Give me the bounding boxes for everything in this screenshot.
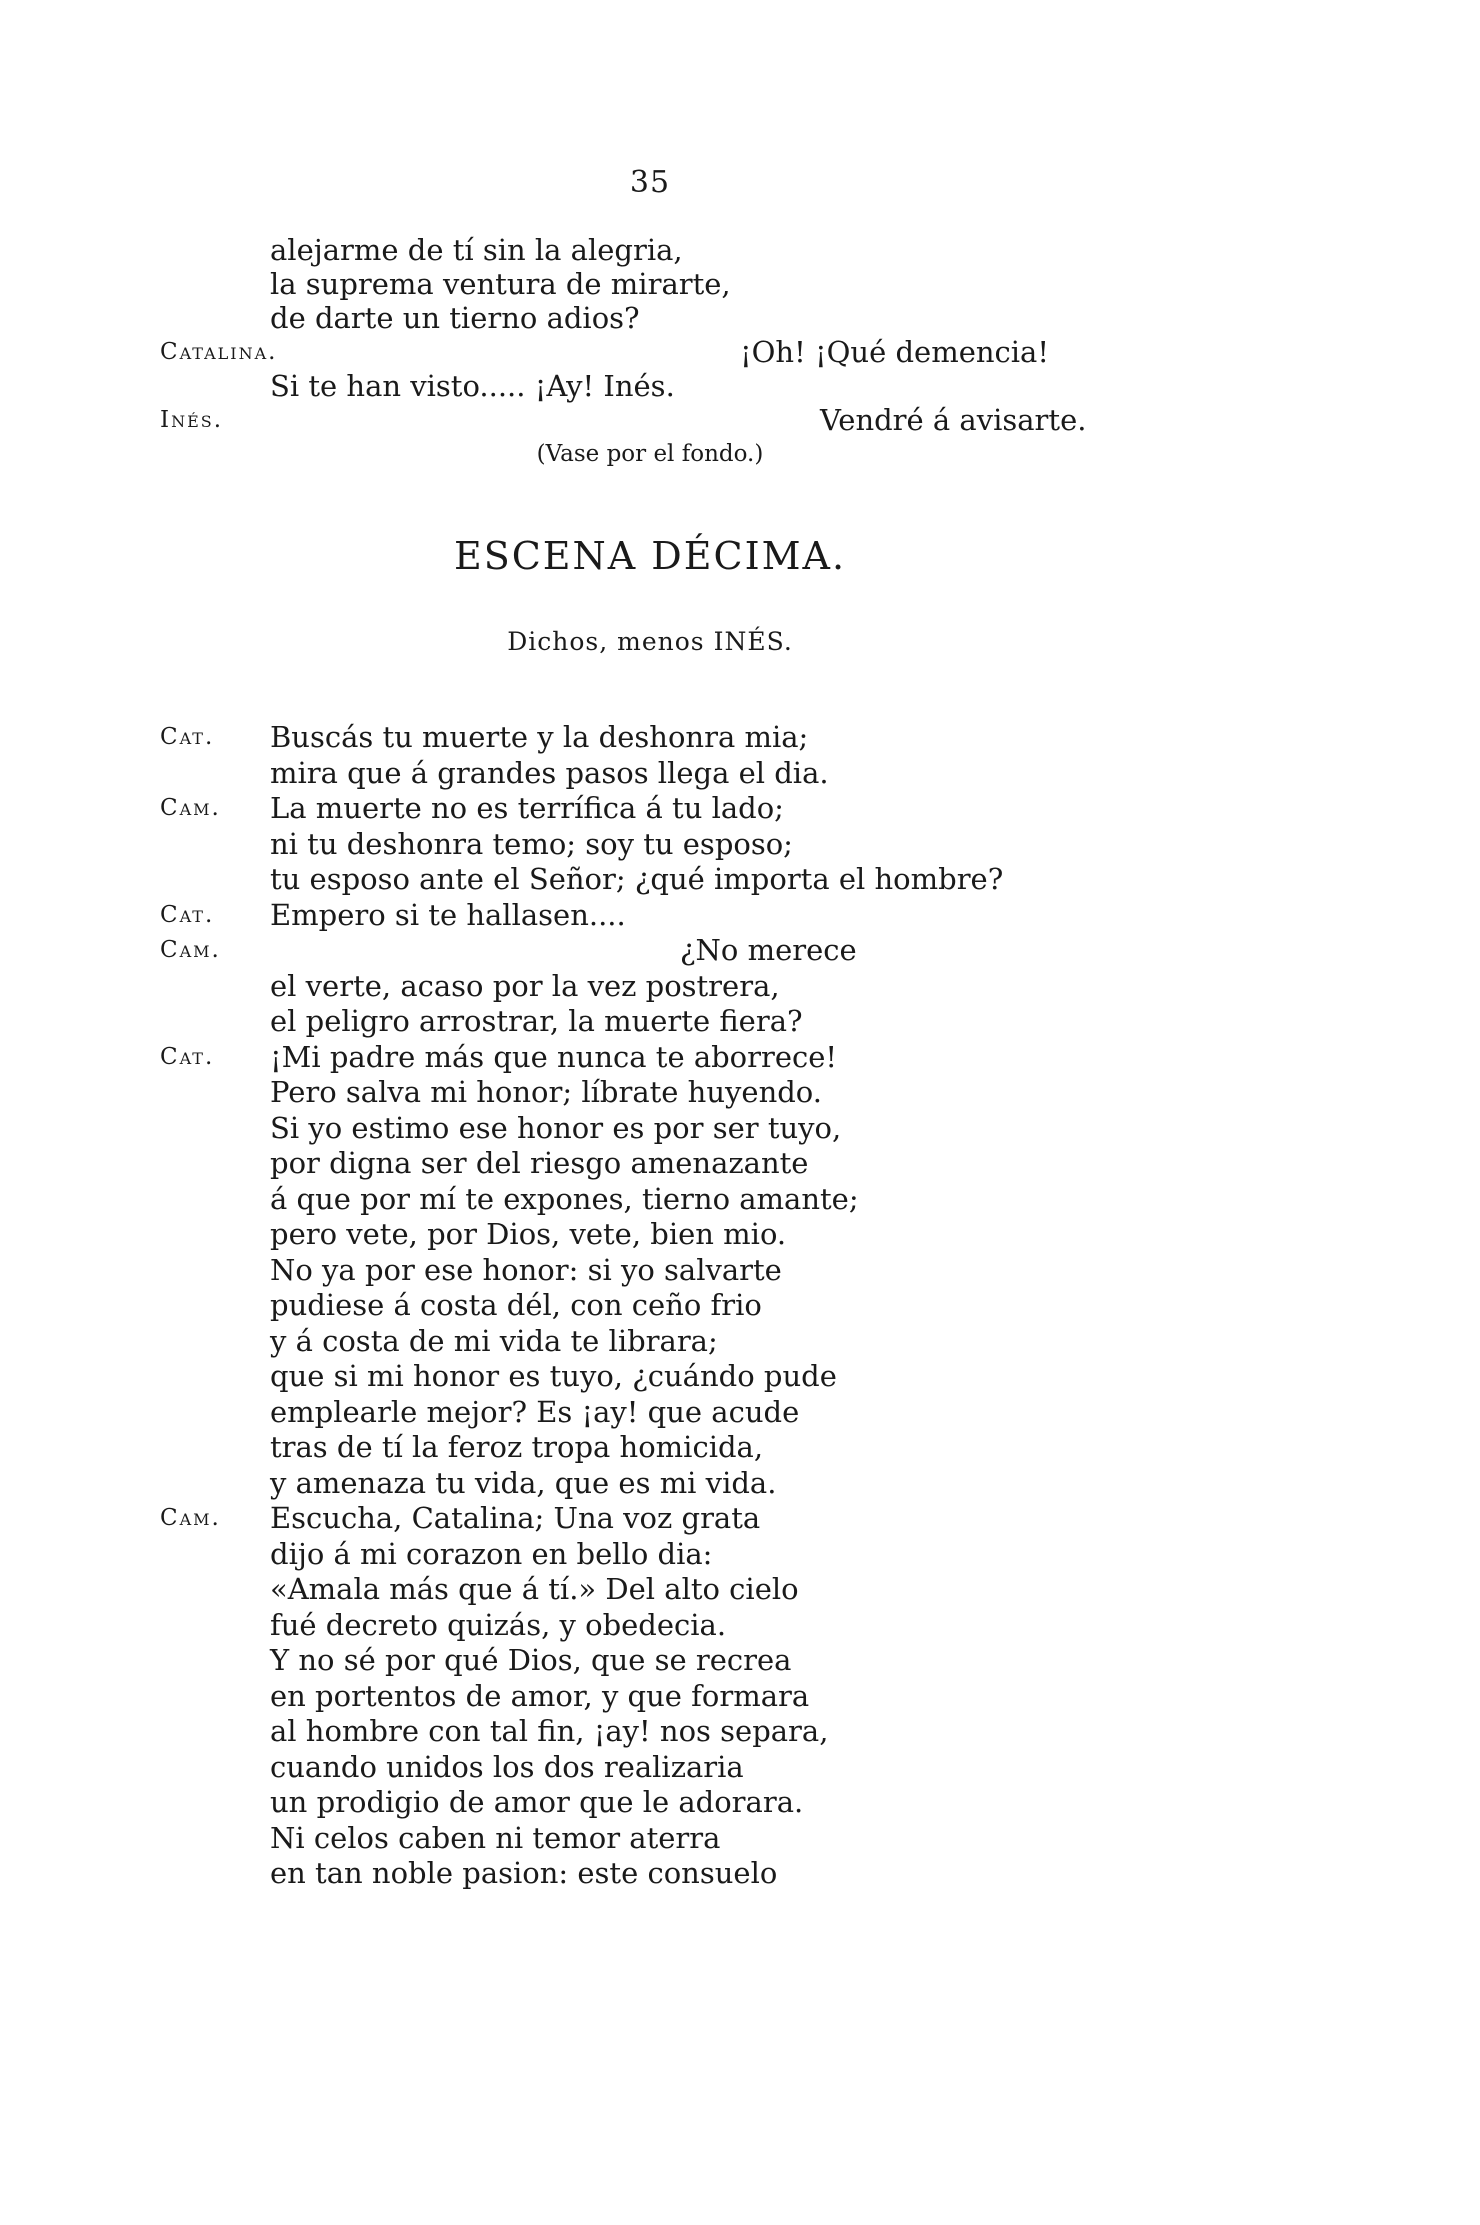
verse-line	[160, 335, 1160, 369]
verse-text: No ya por ese honor: si yo salvarte	[270, 1252, 782, 1287]
verse-text: emplearle mejor? Es ¡ay! que acude	[270, 1394, 800, 1429]
verse-text: cuando unidos los dos realizaria	[270, 1749, 744, 1784]
verse-line	[160, 756, 1160, 792]
speaker-name: Cat.	[160, 724, 215, 750]
verse-continuation: ¿No merece	[680, 933, 857, 967]
verse-text: dijo á mi corazon en bello dia:	[270, 1536, 713, 1571]
scene-title: ESCENA DÉCIMA.	[453, 534, 847, 578]
verse-line	[160, 1821, 1160, 1857]
verse-line	[160, 403, 1160, 437]
verse-line	[160, 369, 1160, 403]
verse-line	[160, 267, 1160, 301]
verse-line	[160, 862, 1160, 898]
speaker-name: Cat.	[160, 901, 215, 928]
stage-direction: (Vase por el fondo.)	[536, 441, 764, 467]
verse-line	[160, 1466, 1160, 1502]
verse-text: en tan noble pasion: este consuelo	[270, 1856, 778, 1890]
verse-line	[160, 1040, 1160, 1076]
verse-line	[160, 233, 1160, 267]
verse-line	[160, 1146, 1160, 1182]
verse-text: la suprema ventura de mirarte,	[270, 267, 731, 301]
verse-line	[160, 1501, 1160, 1537]
verse-line	[160, 969, 1160, 1005]
verse-text: Pero salva mi honor; líbrate huyendo.	[270, 1075, 822, 1109]
verse-text: fué decreto quizás, y obedecia.	[270, 1607, 727, 1642]
top-verse-block	[160, 233, 1160, 437]
verse-line	[160, 1785, 1160, 1821]
verse-line	[160, 1075, 1160, 1111]
verse-line	[160, 898, 1160, 934]
scene-characters: Dichos, menos INÉS.	[507, 627, 793, 656]
verse-line	[160, 1679, 1160, 1715]
verse-line	[160, 827, 1160, 863]
verse-line	[160, 933, 1160, 969]
verse-text: pudiese á costa dél, con ceño frio	[270, 1288, 762, 1322]
verse-line	[160, 1324, 1160, 1360]
verse-text: el verte, acaso por la vez postrera,	[270, 968, 780, 1003]
verse-line	[160, 1288, 1160, 1324]
verse-line	[160, 1111, 1160, 1147]
verse-text: un prodigio de amor que le adorara.	[270, 1785, 804, 1819]
verse-text: mira que á grandes pasos llega el dia.	[270, 755, 829, 790]
verse-line	[160, 1253, 1160, 1289]
verse-continuation: Vendré á avisarte.	[820, 403, 1087, 437]
verse-line	[160, 1182, 1160, 1218]
verse-text: La muerte no es terrífica á tu lado;	[270, 791, 784, 825]
verse-line	[160, 1537, 1160, 1573]
verse-text: Si te han visto..... ¡Ay! Inés.	[270, 369, 675, 403]
verse-line	[160, 791, 1160, 827]
verse-text: Y no sé por qué Dios, que se recrea	[270, 1643, 792, 1677]
verse-line	[160, 1714, 1160, 1750]
verse-text: Si yo estimo ese honor es por ser tuyo,	[270, 1110, 842, 1145]
verse-text: y á costa de mi vida te librara;	[270, 1323, 718, 1358]
speaker-name: Inés.	[160, 407, 224, 433]
verse-text: y amenaza tu vida, que es mi vida.	[270, 1465, 777, 1500]
speaker-name: Cam.	[160, 937, 221, 963]
verse-text: ni tu deshonra temo; soy tu esposo;	[270, 826, 793, 861]
verse-line	[160, 1750, 1160, 1786]
verse-text: el peligro arrostrar, la muerte fiera?	[270, 1004, 803, 1038]
verse-line	[160, 1608, 1160, 1644]
verse-text: tras de tí la feroz tropa homicida,	[270, 1430, 764, 1464]
verse-line	[160, 1643, 1160, 1679]
verse-line	[160, 1395, 1160, 1431]
verse-text: que si mi honor es tuyo, ¿cuándo pude	[270, 1359, 837, 1393]
speaker-name: Cam.	[160, 795, 221, 821]
verse-text: al hombre con tal fin, ¡ay! nos separa,	[270, 1714, 829, 1748]
verse-line	[160, 1217, 1160, 1253]
verse-text: Buscás tu muerte y la deshonra mia;	[270, 720, 809, 754]
verse-text: alejarme de tí sin la alegria,	[270, 233, 683, 267]
verse-text: tu esposo ante el Señor; ¿qué importa el hombre?	[270, 862, 1004, 896]
verse-line	[160, 1856, 1160, 1892]
verse-line	[160, 720, 1160, 756]
verse-line	[160, 1359, 1160, 1395]
verse-text: á que por mí te expones, tierno amante;	[270, 1181, 859, 1216]
verse-text: «Amala más que á tí.» Del alto cielo	[270, 1572, 799, 1606]
verse-text: Ni celos caben ni temor aterra	[270, 1820, 721, 1855]
verse-text: por digna ser del riesgo amenazante	[270, 1146, 809, 1180]
verse-text: ¡Mi padre más que nunca te aborrece!	[270, 1039, 838, 1074]
verse-text: de darte un tierno adios?	[270, 301, 640, 335]
speaker-name: Catalina.	[160, 339, 278, 365]
verse-text: en portentos de amor, y que formara	[270, 1678, 810, 1713]
verse-text: Empero si te hallasen....	[270, 897, 626, 932]
verse-line	[160, 1004, 1160, 1040]
verse-line	[160, 1430, 1160, 1466]
speaker-name: Cat.	[160, 1043, 215, 1070]
speaker-name: Cam.	[160, 1505, 221, 1531]
verse-line	[160, 301, 1160, 335]
verse-continuation: ¡Oh! ¡Qué demencia!	[740, 335, 1049, 369]
verse-line	[160, 1572, 1160, 1608]
verse-text: pero vete, por Dios, vete, bien mio.	[270, 1217, 787, 1251]
verse-text: Escucha, Catalina; Una voz grata	[270, 1501, 761, 1535]
dialogue-block	[160, 720, 1160, 1892]
page-number: 35	[629, 165, 671, 200]
